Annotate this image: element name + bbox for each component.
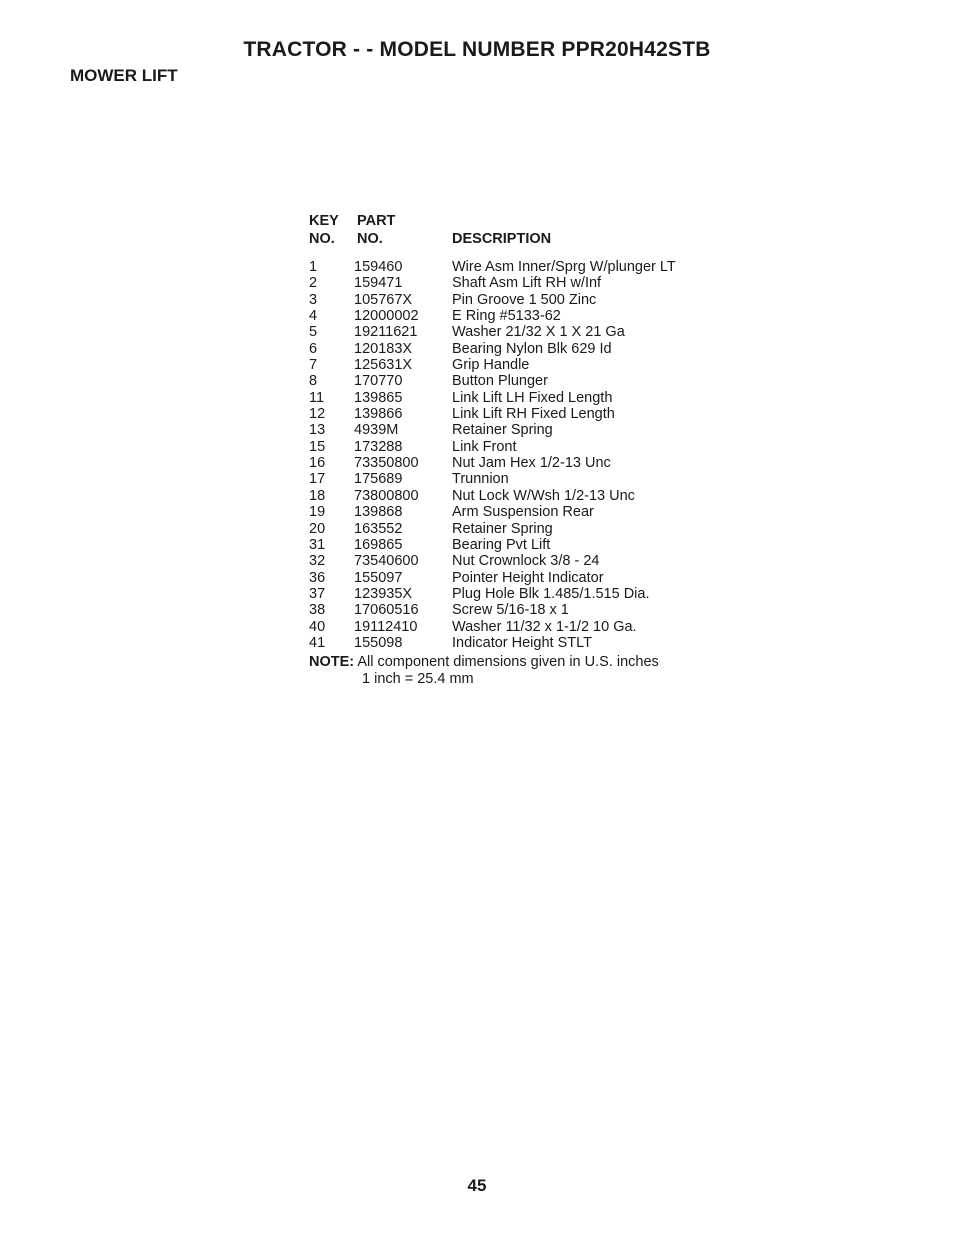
part-number-cell: 170770 [354, 373, 403, 390]
table-row [309, 553, 729, 569]
table-row [309, 521, 729, 537]
description-cell: Arm Suspension Rear [452, 504, 594, 521]
description-cell: Link Front [452, 438, 517, 455]
key-header-line2: NO. [309, 231, 335, 247]
description-cell: Washer 21/32 X 1 X 21 Ga [452, 324, 625, 341]
description-cell: Wire Asm Inner/Sprg W/plunger LT [452, 259, 676, 275]
note [309, 654, 729, 688]
table-row [309, 570, 729, 586]
table-row [309, 324, 729, 340]
key-cell: 18 [309, 487, 326, 504]
description-cell: Plug Hole Blk 1.485/1.515 Dia. [452, 585, 650, 602]
part-number-cell: 73350800 [354, 455, 419, 472]
part-number-cell: 4939M [354, 422, 399, 439]
table-row [309, 341, 729, 357]
table-row [309, 635, 729, 651]
page-title: TRACTOR - - MODEL NUMBER PPR20H42STB [243, 38, 711, 61]
table-row [309, 308, 729, 324]
key-cell: 16 [309, 455, 326, 472]
table-row [309, 488, 729, 504]
part-number-cell: 19211621 [354, 324, 418, 341]
table-row [309, 471, 729, 487]
key-cell: 5 [309, 324, 318, 341]
parts-list [309, 213, 729, 688]
description-cell: Bearing Nylon Blk 629 Id [452, 340, 612, 357]
table-row [309, 390, 729, 406]
description-cell: Pointer Height Indicator [452, 569, 604, 586]
description-cell: Button Plunger [452, 373, 548, 390]
key-cell: 7 [309, 357, 318, 374]
key-cell: 6 [309, 340, 318, 357]
description-cell: Trunnion [452, 471, 509, 488]
description-cell: Nut Crownlock 3/8 - 24 [452, 553, 600, 570]
table-row [309, 292, 729, 308]
part-number-cell: 155098 [354, 634, 403, 651]
description-cell: Washer 11/32 x 1-1/2 10 Ga. [452, 618, 637, 635]
key-cell: 36 [309, 569, 326, 586]
key-cell: 40 [309, 618, 326, 635]
key-cell: 38 [309, 602, 326, 619]
key-cell: 31 [309, 536, 326, 553]
table-row [309, 422, 729, 438]
key-cell: 37 [309, 585, 326, 602]
key-cell: 41 [309, 634, 326, 651]
part-number-cell: 12000002 [354, 308, 419, 325]
part-number-cell: 17060516 [354, 602, 419, 619]
key-cell: 13 [309, 422, 326, 439]
part-number-cell: 155097 [354, 569, 403, 586]
key-cell: 4 [309, 308, 318, 325]
description-cell: Indicator Height STLT [452, 634, 592, 651]
part-header-line1: PART [357, 213, 396, 229]
table-row [309, 439, 729, 455]
note-label: NOTE: [309, 654, 355, 671]
description-cell: Grip Handle [452, 357, 530, 374]
part-number-cell: 105767X [354, 291, 413, 308]
part-number-cell: 139866 [354, 406, 403, 423]
table-row [309, 602, 729, 618]
description-cell: Nut Lock W/Wsh 1/2-13 Unc [452, 487, 635, 504]
key-cell: 12 [309, 406, 326, 423]
part-number-cell: 159460 [354, 259, 403, 275]
note-line1: All component dimensions given in U.S. inches [357, 654, 659, 671]
table-row [309, 373, 729, 389]
table-row [309, 275, 729, 291]
part-number-cell: 139868 [354, 504, 403, 521]
key-cell: 11 [309, 389, 325, 406]
parts-rows [309, 259, 729, 651]
part-header-line2: NO. [357, 231, 383, 247]
parts-list-header [309, 213, 729, 249]
key-cell: 17 [309, 471, 326, 488]
table-row [309, 455, 729, 471]
description-cell: Pin Groove 1 500 Zinc [452, 291, 597, 308]
part-number-cell: 120183X [354, 340, 413, 357]
page-number: 45 [467, 1176, 487, 1195]
description-cell: Retainer Spring [452, 520, 553, 537]
table-row [309, 504, 729, 520]
description-cell: Bearing Pvt Lift [452, 536, 551, 553]
description-cell: Shaft Asm Lift RH w/Inf [452, 275, 602, 292]
table-row [309, 259, 729, 275]
part-number-cell: 19112410 [354, 618, 418, 635]
description-header: DESCRIPTION [452, 231, 552, 247]
key-header-line1: KEY [309, 213, 339, 229]
part-number-cell: 125631X [354, 357, 413, 374]
description-cell: Link Lift LH Fixed Length [452, 389, 613, 406]
key-cell: 20 [309, 520, 326, 537]
table-row [309, 357, 729, 373]
note-line2: 1 inch = 25.4 mm [362, 671, 474, 688]
part-number-cell: 159471 [354, 275, 403, 292]
key-cell: 3 [309, 291, 318, 308]
table-row [309, 619, 729, 635]
key-cell: 1 [309, 259, 318, 275]
part-number-cell: 123935X [354, 585, 413, 602]
table-row [309, 586, 729, 602]
key-cell: 32 [309, 553, 326, 570]
table-row [309, 406, 729, 422]
description-cell: Link Lift RH Fixed Length [452, 406, 615, 423]
section-title: MOWER LIFT [70, 66, 178, 85]
description-cell: E Ring #5133-62 [452, 308, 561, 325]
description-cell: Retainer Spring [452, 422, 553, 439]
table-row [309, 537, 729, 553]
part-number-cell: 163552 [354, 520, 403, 537]
part-number-cell: 175689 [354, 471, 403, 488]
key-cell: 15 [309, 438, 326, 455]
part-number-cell: 169865 [354, 536, 403, 553]
key-cell: 8 [309, 373, 318, 390]
description-cell: Screw 5/16-18 x 1 [452, 602, 569, 619]
description-cell: Nut Jam Hex 1/2-13 Unc [452, 455, 611, 472]
part-number-cell: 73800800 [354, 487, 419, 504]
part-number-cell: 139865 [354, 389, 403, 406]
key-cell: 2 [309, 275, 318, 292]
key-cell: 19 [309, 504, 326, 521]
part-number-cell: 173288 [354, 438, 403, 455]
part-number-cell: 73540600 [354, 553, 419, 570]
